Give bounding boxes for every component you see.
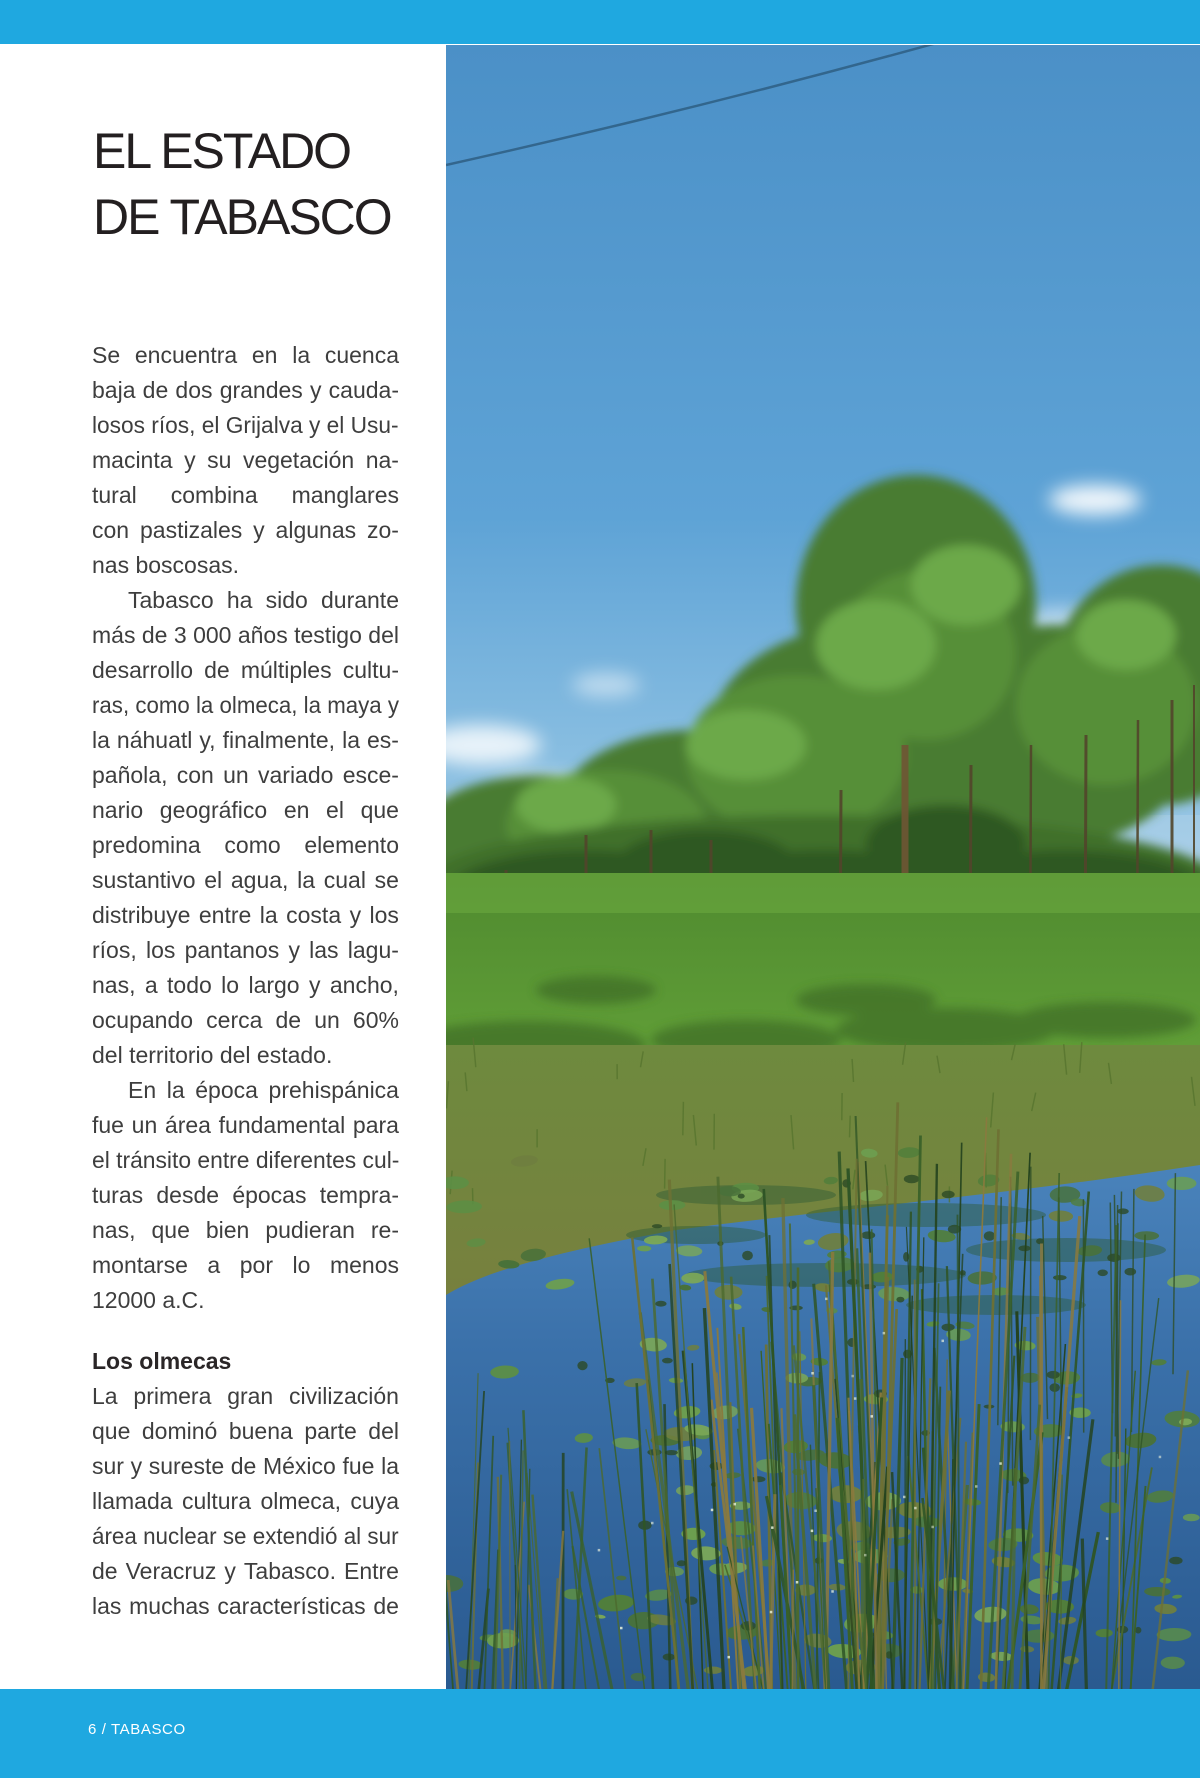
top-accent-bar: [0, 0, 1200, 44]
text-line: predomina como elemento: [92, 832, 399, 858]
text-line: nas, a todo lo largo y ancho,: [92, 972, 399, 998]
text-line: área nuclear se extendió al sur: [92, 1523, 399, 1549]
text-line: baja de dos grandes y cauda-: [92, 377, 399, 403]
text-line: ríos, los pantanos y las lagu-: [92, 937, 399, 963]
text-line: que dominó buena parte del: [92, 1418, 399, 1444]
article-body: [92, 338, 399, 1624]
text-line: tural combina manglares: [92, 482, 399, 508]
text-line: del territorio del estado.: [92, 1042, 333, 1068]
page-title-line-2: DE TABASCO: [93, 189, 391, 245]
text-line: turas desde épocas tempra-: [92, 1182, 399, 1208]
text-line: las muchas características de: [92, 1593, 399, 1619]
text-line: nas, que bien pudieran re-: [92, 1217, 399, 1243]
text-line: ras, como la olmeca, la maya y: [92, 692, 400, 718]
page-title: [93, 118, 391, 250]
text-line: desarrollo de múltiples cultu-: [92, 657, 399, 683]
text-line: ocupando cerca de un 60%: [92, 1007, 399, 1033]
text-line: sur y sureste de México fue la: [92, 1453, 399, 1479]
text-line: 12000 a.C.: [92, 1287, 205, 1313]
text-line: pañola, con un variado esce-: [92, 762, 399, 788]
text-line: el tránsito entre diferentes cul-: [92, 1147, 400, 1173]
text-line: la náhuatl y, finalmente, la es-: [92, 727, 399, 753]
text-line: sustantivo el agua, la cual se: [92, 867, 399, 893]
page-title-line-1: EL ESTADO: [93, 123, 351, 179]
text-line: La primera gran civilización: [92, 1383, 399, 1409]
text-line: más de 3 000 años testigo del: [92, 622, 399, 648]
page-number: 6 / TABASCO: [88, 1721, 186, 1738]
text-line: con pastizales y algunas zo-: [92, 517, 399, 543]
wetland-photo: [446, 45, 1200, 1689]
text-line: Se encuentra en la cuenca: [92, 342, 399, 368]
section-heading: Los olmecas: [92, 1348, 232, 1374]
text-line: fue un área fundamental para: [92, 1112, 399, 1138]
text-line: macinta y su vegetación na-: [92, 447, 399, 473]
text-line: Tabasco ha sido durante: [128, 587, 399, 613]
text-line: distribuye entre la costa y los: [92, 902, 399, 928]
text-line: nas boscosas.: [92, 552, 240, 578]
text-line: En la época prehispánica: [128, 1077, 399, 1103]
text-line: llamada cultura olmeca, cuya: [92, 1488, 399, 1514]
text-line: de Veracruz y Tabasco. Entre: [92, 1558, 399, 1584]
text-line: nario geográfico en el que: [92, 797, 399, 823]
text-line: montarse a por lo menos: [92, 1252, 399, 1278]
text-line: losos ríos, el Grijalva y el Usu-: [92, 412, 399, 438]
